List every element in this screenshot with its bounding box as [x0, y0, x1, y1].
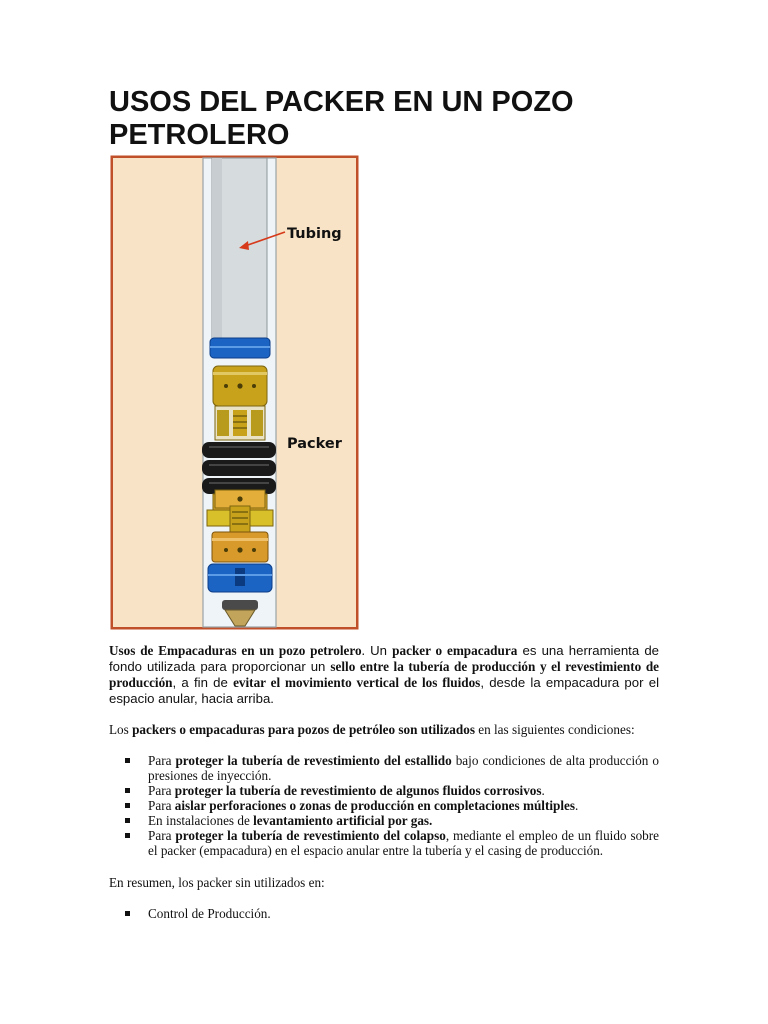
packer-label: Packer — [287, 436, 342, 452]
summary-text: En resumen, los packer sin utilizados en: — [109, 875, 325, 890]
uses-list — [109, 906, 659, 921]
intro-heading: Usos de Empacaduras en un pozo petrolero — [109, 643, 362, 658]
list-item: Para proteger la tubería de revestimiento del estallido bajo condiciones de alta producción o presiones de inyección. — [109, 753, 659, 783]
bullet-icon — [125, 758, 130, 763]
bullet-icon — [125, 803, 130, 808]
list-item: Para aislar perforaciones o zonas de producción en completaciones múltiples. — [109, 798, 659, 813]
rubber-element-1 — [202, 442, 276, 458]
tubing-label: Tubing — [287, 226, 342, 242]
list-item: Para proteger la tubería de revestimiento de algunos fluidos corrosivos. — [109, 783, 659, 798]
bullet-icon — [125, 818, 130, 823]
packer-diagram — [109, 154, 360, 631]
intro-term: packer o empacadura — [392, 643, 518, 658]
bullet-icon — [125, 833, 130, 838]
bullet-icon — [125, 911, 130, 916]
orange-lower-body — [212, 532, 268, 562]
list-item: Para proteger la tubería de revestimiento del colapso, mediante el empleo de un fluido sobre el packer (empacadura) en el espacio anular entre la tubería y el casing de producción. — [109, 828, 659, 858]
guide-shoe-collar — [222, 600, 258, 610]
lower-slips-plate-left — [207, 510, 231, 526]
bullet-icon — [125, 788, 130, 793]
intro-paragraph: Usos de Empacaduras en un pozo petrolero. Un packer o empacadura es una herramienta de fondo utilizada para proporcionar un sello entre la tubería de producción y el revestimiento de producción, a fin de evitar el movimiento vertical de los fluidos, desde la empacadura por el espacio anular, hacia arriba. — [109, 643, 660, 706]
conditions-list — [109, 753, 659, 858]
rubber-element-2 — [202, 460, 276, 476]
list-item: En instalaciones de levantamiento artificial por gas. — [109, 813, 659, 828]
lower-slips — [230, 506, 250, 532]
lower-slips-plate-right — [249, 510, 273, 526]
packer-diagram-svg — [109, 154, 360, 631]
page-title: USOS DEL PACKER EN UN POZO PETROLERO — [109, 86, 574, 151]
list-item: Control de Producción. — [109, 906, 659, 921]
conditions-intro: Los packers o empacaduras para pozos de petróleo son utilizados en las siguientes condiciones: — [109, 722, 635, 737]
